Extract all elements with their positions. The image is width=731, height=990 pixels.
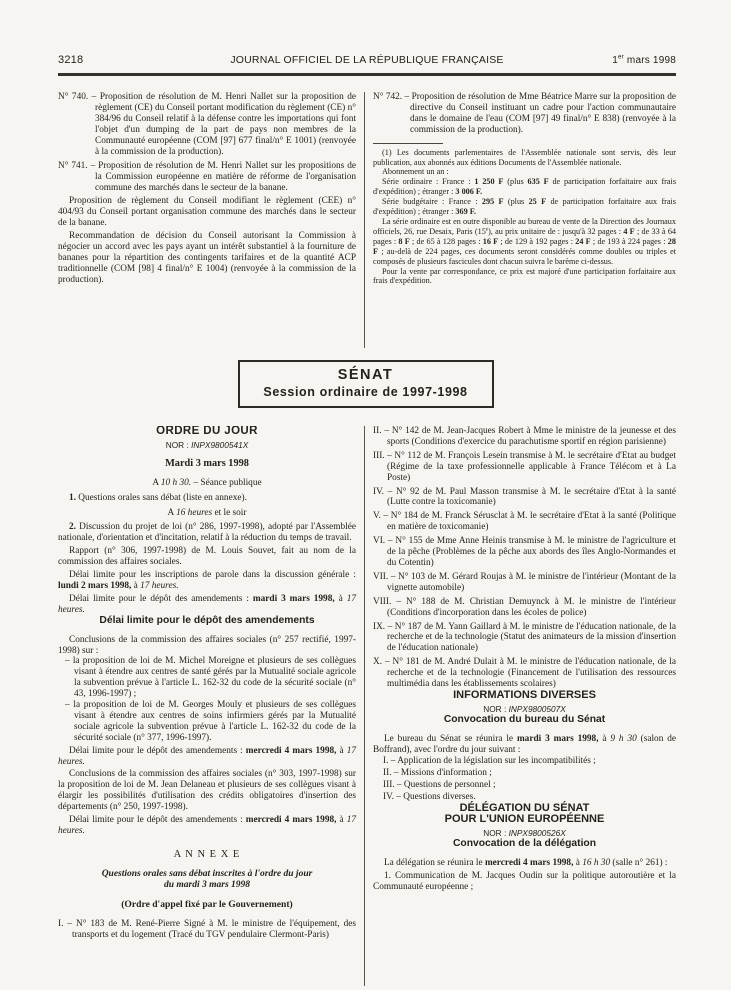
- footnote-serie-budgetaire: Série budgétaire : France : 295 F (plus 25 F de participation forfaitaire aux frais d'expédition) ; étranger : 369 F.: [373, 197, 676, 217]
- date-heading: Mardi 3 mars 1998: [165, 457, 249, 469]
- bureau-ordre-item-3: III. – Questions de personnel ;: [383, 780, 496, 791]
- delai-inscriptions: Délai limite pour les inscriptions de parole dans la discussion générale : lundi 2 mars 1998, à 17 heures.: [58, 570, 356, 591]
- page-header: [58, 54, 676, 76]
- convocation-bureau-intro: Le bureau du Sénat se réunira le mardi 3 mars 1998, à 9 h 30 (salon de Boffrand), avec l'ordre du jour suivant :: [373, 733, 676, 755]
- depots-left-column: [58, 92, 364, 348]
- question-item-3: III. – N° 112 de M. François Lesein transmise à M. le secrétaire d'Etat au budget (Régime de la taxe professionnelle applicable à France Télécom et à La Poste): [373, 450, 676, 483]
- issue-date: 1er mars 1998: [612, 53, 676, 66]
- delai-limite-heading: Délai limite pour le dépôt des amendements: [99, 614, 315, 626]
- informations-diverses-heading: INFORMATIONS DIVERSES: [453, 688, 596, 701]
- proposition-moreigne: – la proposition de loi de M. Michel Moreigne et plusieurs de ses collègues visant à étendre aux centres de santé gérés par la Mutualité sociale agricole la subvention prévue à l'article L. 162-32 du code de la sécurité sociale (n° 43, 1996-1997) ;: [65, 656, 356, 700]
- footnote-rule: [373, 143, 443, 144]
- bureau-ordre-item-1: I. – Application de la législation sur les incompatibilités ;: [383, 756, 596, 767]
- delai-amendements-2: Délai limite pour le dépôt des amendements : mercredi 4 mars 1998, à 17 heures.: [58, 745, 356, 767]
- journal-title: JOURNAL OFFICIEL DE LA RÉPUBLIQUE FRANÇAISE: [230, 54, 504, 66]
- ordre-item-2: 2. Discussion du projet de loi (n° 286, 1997-1998), adopté par l'Assemblée nationale, d'orientation et d'incitation, relatif à la réduction du temps de travail.: [58, 522, 356, 544]
- question-item-9: IX. – N° 187 de M. Yann Gaillard à M. le ministre de l'éducation nationale, de la recherche et de la technologie (Statut des animateurs de la mission d'insertion de l'éducation nationale): [373, 621, 676, 654]
- resolution-741-suite-1: Proposition de règlement du Conseil modifiant le règlement (CEE) n° 404/93 du Conseil portant organisation commune des marchés dans le secteur de la banane.: [58, 196, 356, 228]
- conclusions-257: Conclusions de la commission des affaires sociales (n° 257 rectifié, 1997-1998) sur :: [58, 634, 356, 656]
- footnote-vente-unitaire: La série ordinaire est en outre disponible au bureau de vente de la Direction des Journaux officiels, 26, rue Desaix, Paris (15e), au prix unitaire de : jusqu'à 32 pages : 4 F ; de 33 à 64 pages : 8 F ; de 65 à 128 pages : 16 F ; de 129 à 192 pages : 24 F ; de 193 à 224 pages : 28 F ; au-delà de 224 pages, ces documents seront considérés comme doubles ou triples et composés de plusieurs fascicules dont chacun suivra le barème ci-dessus.: [373, 216, 677, 266]
- bureau-ordre-item-4: IV. – Questions diverses.: [383, 792, 476, 803]
- depots-section: [58, 92, 676, 348]
- question-item-10: X. – N° 181 de M. André Dulait à M. le ministre de l'éducation nationale, de la recherche et de la technologie (Financement de l'utilisation des ressources multimédia dans les établissements scolaires): [373, 657, 676, 690]
- question-item-4: IV. – N° 92 de M. Paul Masson transmise à M. le secrétaire d'Etat à la santé (Lutte contre la toxicomanie): [373, 486, 676, 508]
- senat-title-box: [238, 360, 494, 408]
- bureau-ordre-item-2: II. – Missions d'information ;: [383, 768, 492, 779]
- seance-soir-line: A 16 heures et le soir: [167, 507, 247, 518]
- footnote-abonnement: Abonnement un an :: [382, 167, 449, 177]
- ordre-du-jour-column: [58, 426, 364, 986]
- convocation-delegation-intro: La délégation se réunira le mercredi 4 mars 1998, à 16 h 30 (salle n° 261) :: [384, 857, 668, 868]
- rapport-paragraph: Rapport (n° 306, 1997-1998) de M. Louis Souvet, fait au nom de la commission des affaires sociales.: [58, 546, 356, 568]
- delai-amendements-3: Délai limite pour le dépôt des amendements : mercredi 4 mars 1998, à 17 heures.: [58, 815, 356, 836]
- nor-informations-diverses: NOR : INPX9800507X: [483, 703, 566, 714]
- convocation-bureau-heading: Convocation du bureau du Sénat: [443, 713, 606, 725]
- senat-session-subtitle: Session ordinaire de 1997-1998: [263, 385, 468, 399]
- senat-section: [58, 426, 676, 986]
- footnote-documents: (1) Les documents parlementaires de l'Assemblée nationale sont servis, dès leur publication, aux abonnés aux éditions Documents de l'Assemblée nationale.: [373, 147, 676, 167]
- question-item-5: V. – N° 184 de M. Franck Sérusclat à M. le secrétaire d'Etat à la santé (Politique en matière de toxicomanie): [373, 511, 676, 533]
- nor-ordre-du-jour: NOR : INPX9800541X: [165, 439, 249, 450]
- ordre-item-1: 1. Questions orales sans débat (liste en annexe).: [69, 492, 247, 503]
- delai-amendements-1: Délai limite pour le dépôt des amendements : mardi 3 mars 1998, à 17 heures.: [58, 593, 356, 615]
- resolution-741: N° 741. – Proposition de résolution de M. Henri Nallet sur les propositions de la Commission européenne en matière de réforme de l'organisation commune des marchés dans le secteur de la banane.: [58, 161, 356, 194]
- ordre-appel-heading: (Ordre d'appel fixé par le Gouvernement): [121, 898, 293, 910]
- resolution-740: N° 740. – Proposition de résolution de M. Henri Nallet sur la proposition de règlement (CE) du Conseil portant modification du règlement (CE) n° 384/96 du Conseil relatif à la défense contre les importations qui font l'objet d'un dumping de la part de pays non membres de la Communauté européenne (COM [97] 677 final/n° E 1001) (renvoyée à la commission de la production).: [58, 92, 356, 157]
- resolution-742: N° 742. – Proposition de résolution de Mme Béatrice Marre sur la proposition de directive du Conseil instituant un cadre pour l'action communautaire dans le domaine de l'eau (COM [97] 49 final/n° E 838) (renvoyée à la commission de la production).: [373, 92, 676, 135]
- question-item-8: VIII. – N° 188 de M. Christian Demuynck à M. le ministre de l'intérieur (Conditions d'incorporation dans les écoles de police): [373, 596, 676, 618]
- question-item-6: VI. – N° 155 de Mme Anne Heinis transmise à M. le ministre de l'agriculture et de la pêche (Problèmes de la pêche aux abords des îles Anglo-Normandes et du Cotentin): [373, 536, 676, 568]
- nor-delegation: NOR : INPX9800526X: [483, 827, 566, 838]
- senat-title: SÉNAT: [337, 367, 394, 383]
- delegation-heading: DÉLÉGATION DU SÉNAT POUR L'UNION EUROPÉENNE: [444, 802, 605, 825]
- convocation-delegation-heading: Convocation de la délégation: [452, 837, 597, 849]
- ordre-du-jour-heading: ORDRE DU JOUR: [156, 426, 258, 437]
- seance-publique-line: A 10 h 30. – Séance publique: [152, 477, 262, 488]
- footnote-block: [373, 148, 676, 287]
- page-number: 3218: [58, 54, 84, 66]
- resolution-741-suite-2: Recommandation de décision du Conseil autorisant la Commission à négocier un accord avec les pays ayant un intérêt substantiel à la fourniture de bananes pour la répartition des contingents tarifaires et de la quantité ACP traditionnelle (COM [98] 4 final/n° E 1004) (renvoyée à la commission de la production).: [58, 230, 356, 285]
- annexe-heading: A N N E X E: [173, 848, 241, 860]
- proposition-mouly: – la proposition de loi de M. Georges Mouly et plusieurs de ses collègues visant à étendre aux centres de soins infirmiers gérés par la Mutualité sociale agricole la subvention prévue à l'article L. 162-32 du code de la sécurité sociale (n° 377, 1996-1997).: [65, 700, 356, 743]
- question-item-1: I. – N° 183 de M. René-Pierre Signé à M. le ministre de l'équipement, des transports et du logement (Tracé du TGV pendulaire Clermont-Paris): [58, 918, 356, 940]
- footnote-vente-correspondance: Pour la vente par correspondance, ce prix est majoré d'une participation forfaitaire aux frais d'expédition.: [373, 266, 676, 286]
- communication-oudin: 1. Communication de M. Jacques Oudin sur la politique autoroutière et la Communauté européenne ;: [373, 870, 676, 892]
- question-item-2: II. – N° 142 de M. Jean-Jacques Robert à Mme le ministre de la jeunesse et des sports (Conditions d'exercice du parachutisme sportif en région parisienne): [373, 426, 676, 447]
- right-column: [364, 426, 676, 986]
- question-item-7: VII. – N° 103 de M. Gérard Roujas à M. le ministre de l'intérieur (Montant de la vignette automobile): [373, 571, 676, 593]
- footnote-serie-ordinaire: Série ordinaire : France : 1 250 F (plus 635 F de participation forfaitaire aux frais d'expédition) ; étranger : 3 006 F.: [373, 177, 677, 197]
- depots-right-column: [364, 92, 676, 348]
- conclusions-303: Conclusions de la commission des affaires sociales (n° 303, 1997-1998) sur la proposition de loi de M. Jean Delaneau et plusieurs de ses collègues visant à élargir les possibilités d'utilisation des crédits obligatoires d'insertion des départements (n° 250, 1997-1998).: [58, 769, 356, 813]
- annexe-subtitle: Questions orales sans débat inscrites à l'ordre du jour du mardi 3 mars 1998: [101, 868, 313, 891]
